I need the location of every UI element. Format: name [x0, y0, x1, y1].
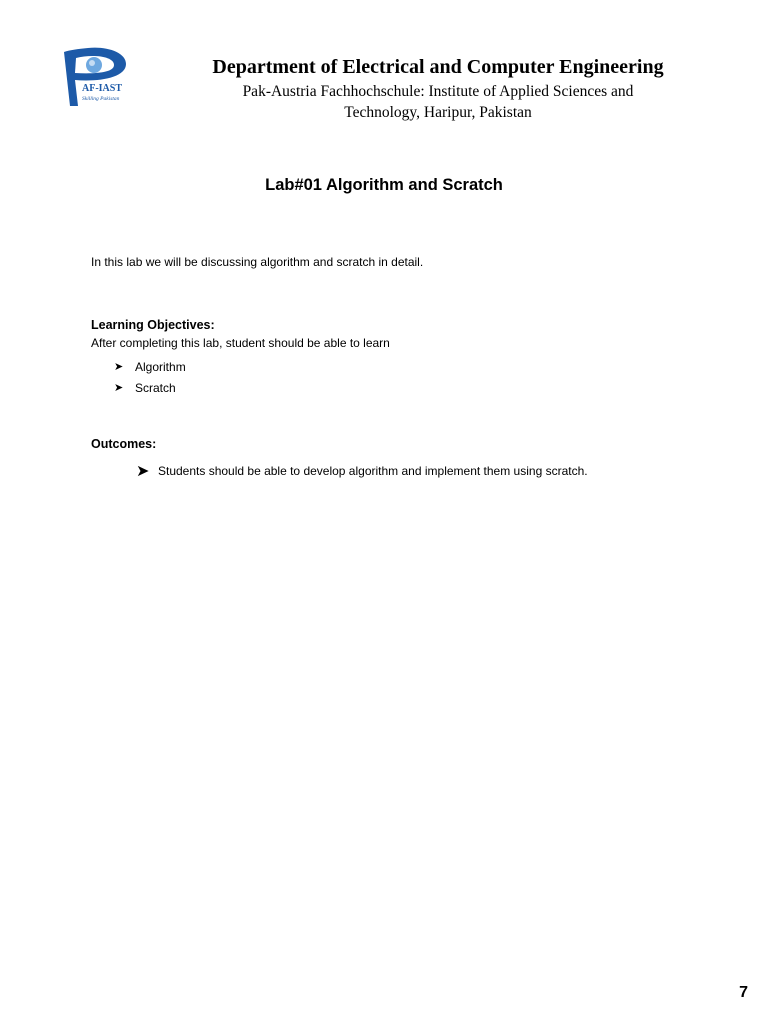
logo-text: AF-IAST — [82, 83, 123, 94]
logo-tagline: Skilling Pakistan — [82, 96, 120, 102]
objective-label: Algorithm — [135, 359, 186, 374]
arrow-bullet-icon: ➤ — [114, 361, 124, 373]
page-number: 7 — [739, 984, 748, 1001]
objectives-list — [114, 356, 186, 398]
objectives-heading: Learning Objectives: — [91, 318, 215, 332]
arrow-bullet-icon: ➤ — [114, 382, 124, 394]
objectives-subtitle: After completing this lab, student should be able to learn — [91, 336, 390, 350]
lab-intro: In this lab we will be discussing algorithm and scratch in detail. — [91, 255, 424, 269]
lab-title: Lab#01 Algorithm and Scratch — [265, 176, 503, 194]
arrow-bullet-icon: ➤ — [136, 463, 150, 480]
document-header — [150, 55, 726, 123]
pafiast-logo-icon — [58, 46, 132, 108]
institute-line-2: Technology, Haripur, Pakistan — [344, 104, 532, 121]
list-item — [114, 377, 186, 398]
institute-logo — [58, 46, 132, 108]
outcome-label: Students should be able to develop algorithm and implement them using scratch. — [158, 464, 588, 478]
list-item — [114, 356, 186, 377]
department-name: Department of Electrical and Computer Engineering — [212, 56, 664, 78]
outcomes-heading: Outcomes: — [91, 437, 157, 451]
outcome-item — [136, 461, 588, 481]
objective-label: Scratch — [135, 380, 176, 395]
institute-line-1: Pak-Austria Fachhochschule: Institute of Applied Sciences and — [242, 83, 634, 100]
